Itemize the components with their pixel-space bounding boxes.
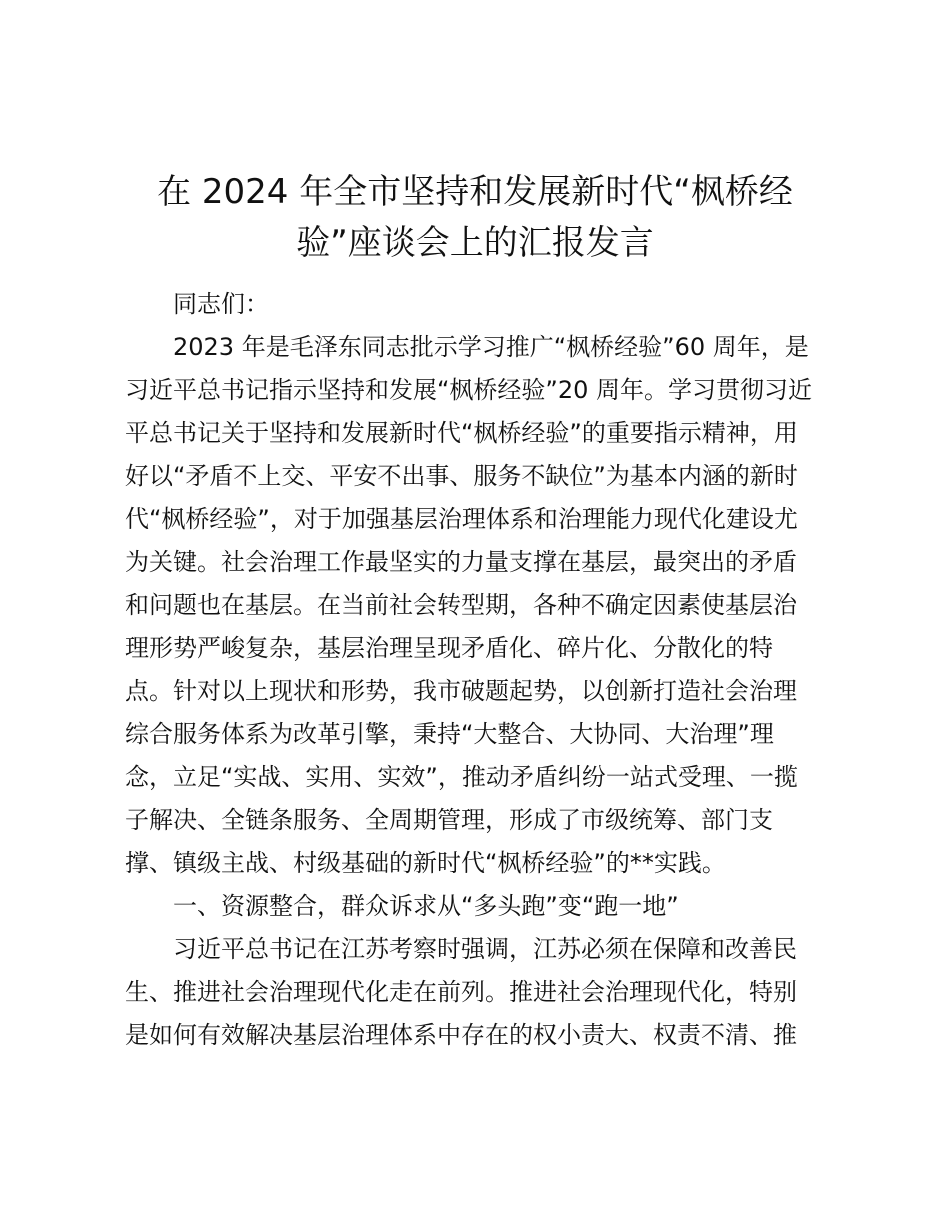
paragraph-line: 2023 年是毛泽东同志批示学习推广“枫桥经验”60 周年，是 (173, 333, 809, 361)
paragraph-line: 为关键。社会治理工作最坚实的力量支撑在基层，最突出的矛盾 (125, 548, 797, 576)
paragraph-line: 点。针对以上现状和形势，我市破题起势，以创新打造社会治理 (125, 677, 797, 705)
paragraph-line: 和问题也在基层。在当前社会转型期，各种不确定因素使基层治 (125, 591, 797, 619)
section-heading-1 (125, 885, 845, 928)
salutation-line: 同志们： (173, 290, 269, 318)
paragraph-line: 代“枫桥经验”，对于加强基层治理体系和治理能力现代化建设尤 (125, 505, 798, 533)
paragraph-line: 习近平总书记在江苏考察时强调，江苏必须在保障和改善民 (173, 935, 797, 963)
paragraph-line: 习近平总书记指示坚持和发展“枫桥经验”20 周年。学习贯彻习近 (125, 376, 813, 404)
paragraph-line: 综合服务体系为改革引擎，秉持“大整合、大协同、大治理”理 (125, 720, 774, 748)
paragraph-line: 子解决、全链条服务、全周期管理，形成了市级统筹、部门支 (125, 806, 773, 834)
document-title (120, 167, 830, 269)
paragraph-line: 是如何有效解决基层治理体系中存在的权小责大、权责不清、推 (125, 1021, 797, 1049)
paragraph-intro (125, 326, 845, 885)
document-body (125, 283, 845, 1057)
paragraph-line: 生、推进社会治理现代化走在前列。推进社会治理现代化，特别 (125, 978, 797, 1006)
section-heading-line: 一、资源整合，群众诉求从“多头跑”变“跑一地” (173, 892, 679, 920)
title-line: 在 2024 年全市坚持和发展新时代“枫桥经 (157, 172, 793, 212)
title-line: 验”座谈会上的汇报发言 (296, 223, 654, 263)
paragraph-line: 念，立足“实战、实用、实效”，推动矛盾纠纷一站式受理、一揽 (125, 763, 798, 791)
paragraph-salutation (125, 283, 845, 326)
paragraph-line: 理形势严峻复杂，基层治理呈现矛盾化、碎片化、分散化的特 (125, 634, 773, 662)
paragraph-line: 好以“矛盾不上交、平安不出事、服务不缺位”为基本内涵的新时 (125, 462, 798, 490)
paragraph-line: 平总书记关于坚持和发展新时代“枫桥经验”的重要指示精神，用 (125, 419, 798, 447)
paragraph-line: 撑、镇级主战、村级基础的新时代“枫桥经验”的**实践。 (125, 849, 726, 877)
paragraph-section-1 (125, 928, 845, 1057)
